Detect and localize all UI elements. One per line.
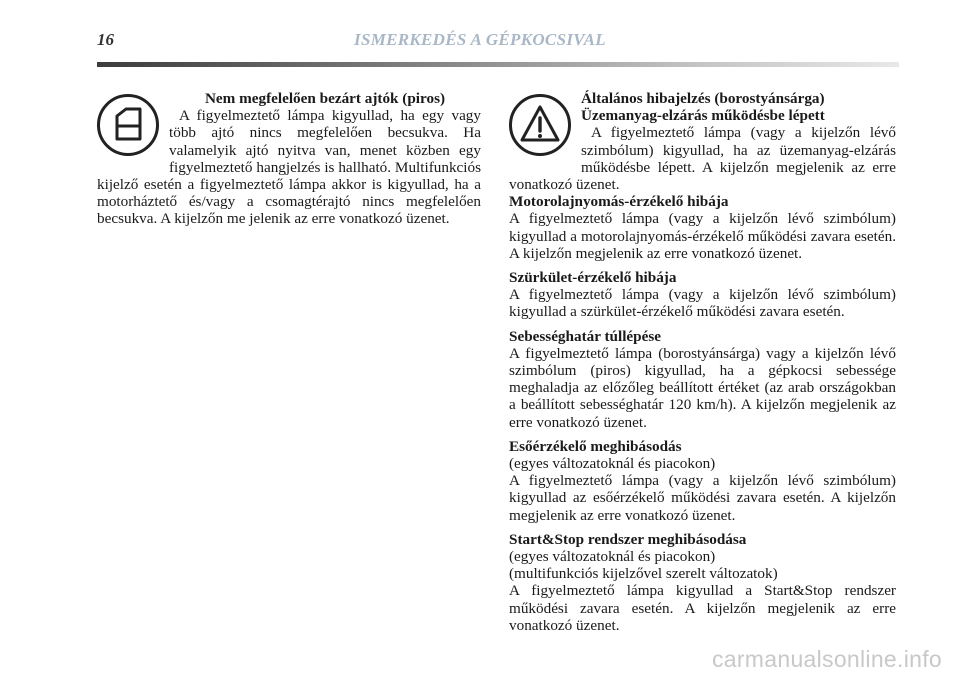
- fault-section: [509, 438, 896, 524]
- fault-section-note: (egyes változatoknál és piacokon): [509, 548, 716, 566]
- fault-section: [509, 193, 896, 262]
- general-fault-title: Általános hibajelzés (borostyánsárga): [581, 90, 825, 107]
- fuel-cutoff-body: A figyelmeztető lámpa (vagy a kijelzőn lévő szimbólum) kigyullad, ha az üzemanyag-elzárás működésbe lépett. A kijelzőn megjelenik az erre vonatkozó üzenet.: [509, 124, 896, 194]
- fault-section-body: A figyelmeztető lámpa (borostyánsárga) vagy a kijelzőn lévő szimbólum (piros) kigyullad, ha a gépkocsi sebessége meghaladja az előzőleg beállított értéket (az arab országokban a beállított sebességhatár 120 km/h). A kijelzőn megjelenik az erre vonatkozó üzenet.: [509, 344, 896, 431]
- fault-section-title: Esőérzékelő meghibásodás: [509, 437, 682, 455]
- page-number: 16: [97, 30, 114, 49]
- fault-section: [509, 269, 896, 321]
- header-divider: [97, 62, 899, 67]
- running-header-title: ISMERKEDÉS A GÉPKOCSIVAL: [354, 30, 606, 49]
- door-warning-body: A figyelmeztető lámpa kigyullad, ha egy vagy több ajtó nincs megfelelően becsukva. Ha valamelyik ajtó nyitva van, menet közben egy figyelmeztető hangjelzés is hallható. Multifunkciós kijelző esetén a figyelmeztető lámpa akkor is kigyullad, ha a motorháztető és/vagy a csomagtérajtó nincs megfelelően becsukva. A kijelzőn me jelenik az erre vonatkozó üzenet.: [97, 107, 481, 228]
- door-ajar-icon: [97, 94, 159, 156]
- fault-section-title: Start&Stop rendszer meghibásodása: [509, 530, 747, 548]
- fault-section-title: Szürkület-érzékelő hibája: [509, 269, 677, 287]
- fault-section-title: Motorolajnyomás-érzékelő hibája: [509, 193, 729, 211]
- fault-sections: [509, 193, 896, 634]
- fault-section-body: A figyelmeztető lámpa (vagy a kijelzőn lévő szimbólum) kigyullad a motorolajnyomás-érzékelő működési zavara esetén. A kijelzőn megjelenik az erre vonatkozó üzenet.: [509, 210, 896, 262]
- watermark: carmanualsonline.info: [711, 646, 942, 672]
- fault-section-body: A figyelmeztető lámpa kigyullad a Start&Stop rendszer működési zavara esetén. A kijelzőn megjelenik az erre vonatkozó üzenet.: [509, 582, 896, 634]
- fuel-cutoff-title: Üzemanyag-elzárás működésbe lépett: [581, 107, 825, 125]
- left-column: [97, 90, 481, 228]
- warning-triangle-icon: [509, 94, 571, 156]
- fault-section-title: Sebességhatár túllépése: [509, 327, 662, 345]
- door-warning-title: Nem megfelelően bezárt ajtók (piros): [204, 90, 446, 107]
- fault-section-body: A figyelmeztető lámpa (vagy a kijelzőn lévő szimbólum) kigyullad a szürkület-érzékelő működési zavara esetén.: [509, 286, 896, 321]
- fault-section-note: (egyes változatoknál és piacokon): [509, 455, 716, 473]
- fault-section-note: (multifunkciós kijelzővel szerelt változatok): [509, 565, 778, 583]
- fault-section: [509, 531, 896, 634]
- right-column: [509, 90, 896, 641]
- fault-section: [509, 328, 896, 431]
- fault-section-body: A figyelmeztető lámpa (vagy a kijelzőn lévő szimbólum) kigyullad az esőérzékelő működési zavara esetén. A kijelzőn megjelenik az erre vonatkozó üzenet.: [509, 472, 896, 524]
